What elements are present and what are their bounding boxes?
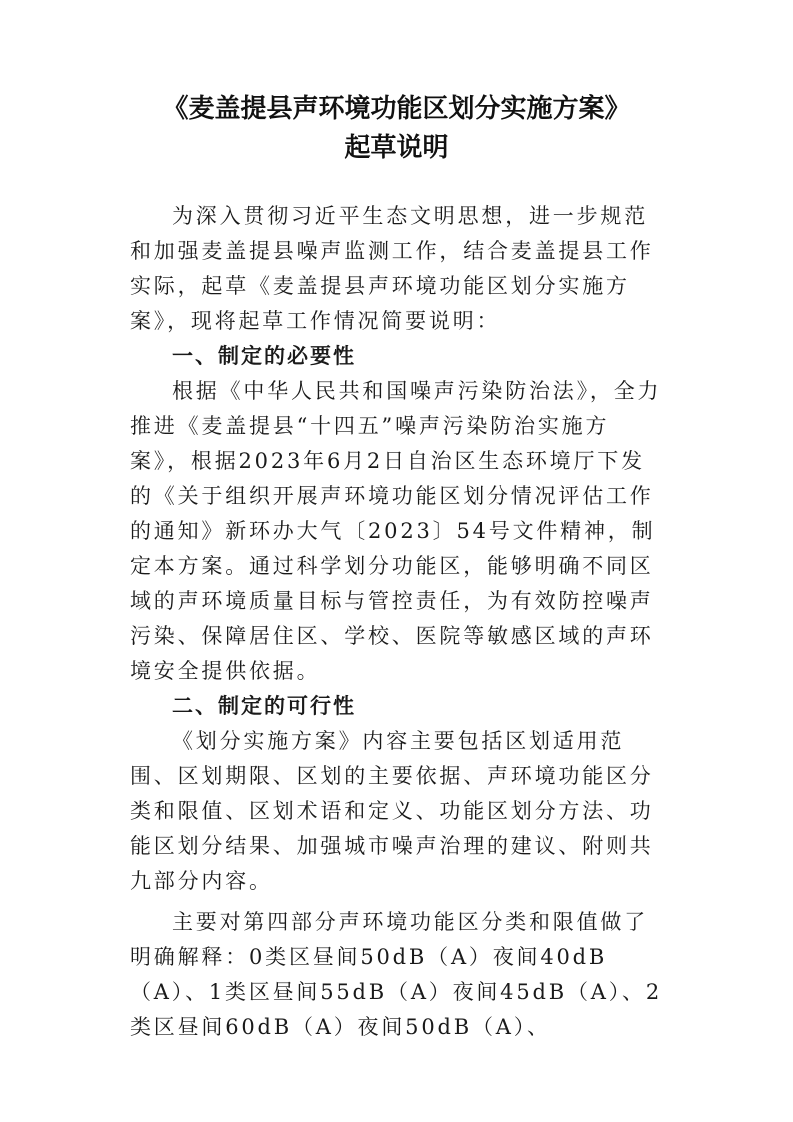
section-heading-necessity: 一、制定的必要性 [172,344,356,368]
document-title: 《麦盖提县声环境功能区划分实施方案》 [162,94,631,124]
document-body [130,199,666,1045]
document-subtitle: 起草说明 [344,133,449,163]
feasibility-paragraph: 《划分实施方案》内容主要包括区划适用范围、区划期限、区划的主要依据、声环境功能区分类和限值、区划术语和定义、功能区划分方法、功能区划分结果、加强城市噪声治理的建议、附则共九部分内容。 [130,729,654,893]
necessity-paragraph: 根据《中华人民共和国噪声污染防治法》，全力推进《麦盖提县“十四五”噪声污染防治实施方案》，根据2023年6月2日自治区生态环境厅下发的《关于组织开展声环境功能区划分情况评估工作的通知》新环办大气〔2023〕54号文件精神，制定本方案。通过科学划分功能区，能够明确不同区域的声环境质量目标与管控责任，为有效防控噪声污染、保障居住区、学校、医院等敏感区域的声环境安全提供依据。 [130,379,662,683]
limits-paragraph: 主要对第四部分声环境功能区分类和限值做了明确解释：0类区昼间50dB（A）夜间40dB（A）、1类区昼间55dB（A）夜间45dB（A）、2类区昼间60dB（A）夜间50dB（A）、 [130,910,663,1039]
section-heading-feasibility: 二、制定的可行性 [172,694,356,718]
intro-paragraph: 为深入贯彻习近平生态文明思想，进一步规范和加强麦盖提县噪声监测工作，结合麦盖提县工作实际，起草《麦盖提县声环境功能区划分实施方案》，现将起草工作情况简要说明： [130,204,654,333]
